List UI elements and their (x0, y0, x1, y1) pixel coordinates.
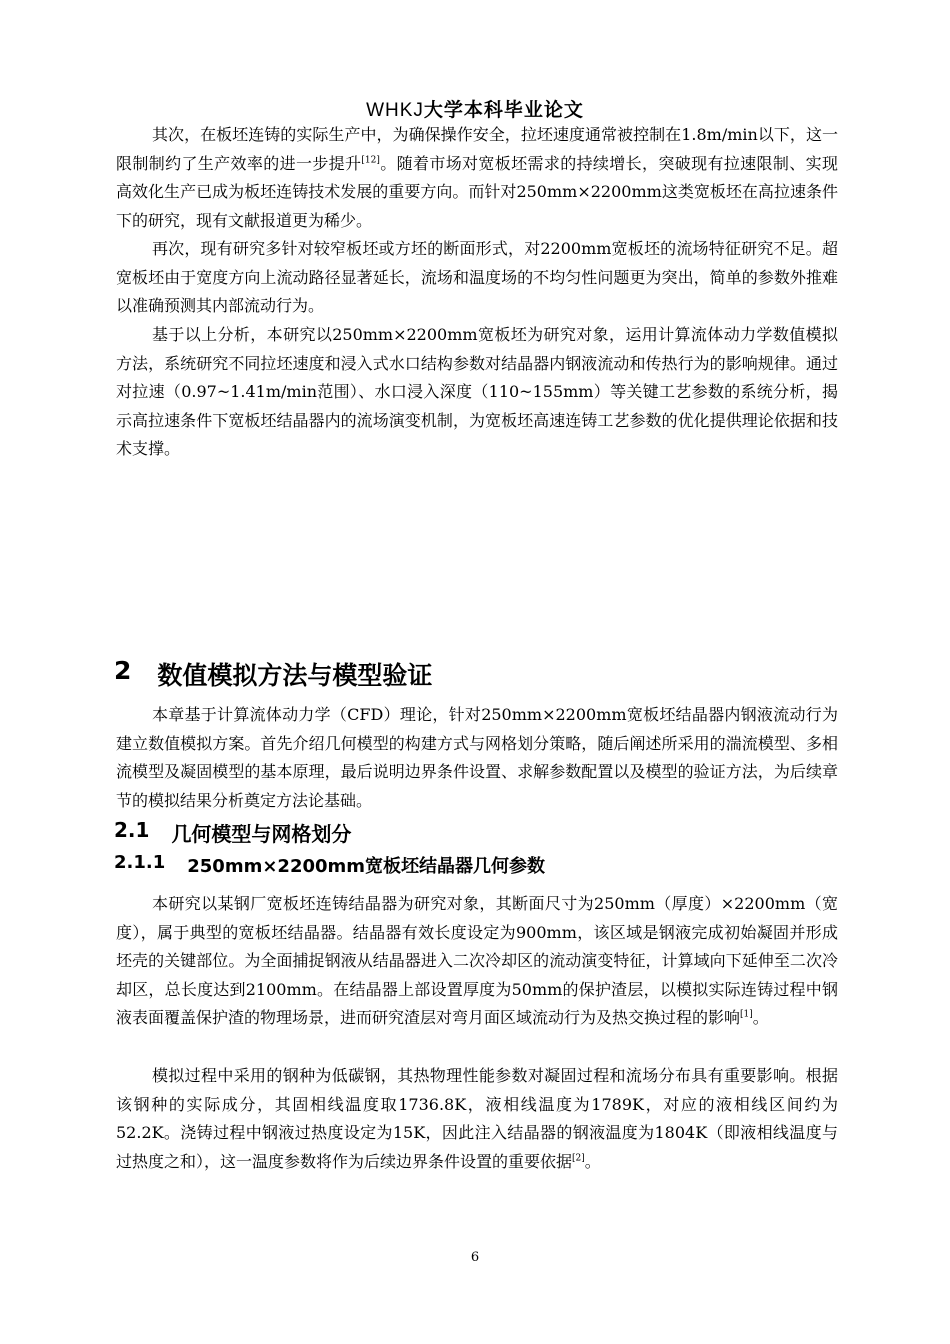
body-paragraph-4 (116, 890, 838, 1033)
page-number: 6 (470, 1250, 480, 1265)
paragraph-text: 。随着市场对宽板坯需求的持续增长，突破现有拉速限制、实现高效化生产已成为板坯连铸技术发展的重要方向。而针对250mm×2200mm这类宽板坯在高拉速条件下的研究，现有文献报道更为稀少。 (116, 153, 838, 230)
section-intro-paragraph: 本章基于计算流体动力学（CFD）理论，针对250mm×2200mm宽板坯结晶器内钢液流动行为建立数值模拟方案。首先介绍几何模型的构建方式与网格划分策略，随后阐述所采用的湍流模型、多相流模型及凝固模型的基本原理，最后说明边界条件设置、求解参数配置以及模型的验证方法，为后续章节的模拟结果分析奠定方法论基础。 (116, 705, 838, 810)
paragraph-text: 本研究以某钢厂宽板坯连铸结晶器为研究对象，其断面尺寸为250mm（厚度）×2200mm（宽度），属于典型的宽板坯结晶器。结晶器有效长度设定为900mm，该区域是钢液完成初始凝固并形成坯壳的关键部位。为全面捕捉钢液从结晶器进入二次冷却区的流动演变特征，计算域向下延伸至二次冷却区，总长度达到2100mm。在结晶器上部设置厚度为50mm的保护渣层，以模拟实际连铸过程中钢液表面覆盖保护渣的物理场景，进而研究渣层对弯月面区域流动行为及热交换过程的影响 (116, 894, 838, 1028)
paragraph-text: 。 (752, 1008, 769, 1028)
section-title: 数值模拟方法与模型验证 (157, 661, 433, 690)
paragraph-text: 。 (584, 1151, 601, 1171)
header-prefix: WHKJ (366, 100, 424, 121)
paragraph-text: 模拟过程中采用的钢种为低碳钢，其热物理性能参数对凝固过程和流场分布具有重要影响。根据该钢种的实际成分，其固相线温度取1736.8K，液相线温度为1789K，对应的液相线区间约为52.2K。浇铸过程中钢液过热度设定为15K，因此注入结晶器的钢液温度为1804K（即液相线温度与过热度之和），这一温度参数将作为后续边界条件设置的重要依据 (116, 1066, 838, 1171)
citation: [1] (740, 1010, 753, 1021)
body-paragraph-1 (116, 121, 838, 235)
body-paragraph-3: 基于以上分析，本研究以250mm×2200mm宽板坯为研究对象，运用计算流体动力学数值模拟方法，系统研究不同拉坯速度和浸入式水口结构参数对结晶器内钢液流动和传热行为的影响规律。通过对拉速（0.97~1.41m/min范围）、水口浸入深度（110~155mm）等关键工艺参数的系统分析，揭示高拉速条件下宽板坯结晶器内的流场演变机制，为宽板坯高速连铸工艺参数的优化提供理论依据和技术支撑。 (116, 325, 838, 459)
subsection-number: 2.1 (114, 818, 150, 842)
running-header (0, 95, 950, 122)
body-paragraph-5 (116, 1062, 838, 1176)
citation: [12] (361, 155, 380, 166)
paragraph-text: 其次，在板坯连铸的实际生产中，为确保操作安全，拉坯速度通常被控制在1.8m/min以下，这一限制制约了生产效率的进一步提升 (116, 125, 838, 173)
header-title: 大学本科毕业论文 (423, 99, 584, 121)
body-paragraph-2: 再次，现有研究多针对较窄板坯或方坯的断面形式，对2200mm宽板坯的流场特征研究不足。超宽板坯由于宽度方向上流动路径显著延长，流场和温度场的不均匀性问题更为突出，简单的参数外推难以准确预测其内部流动行为。 (116, 239, 838, 316)
subsection-title: 几何模型与网格划分 (171, 822, 352, 846)
subsubsection-heading (114, 852, 545, 878)
citation: [2] (572, 1153, 585, 1164)
subsubsection-number: 2.1.1 (114, 852, 166, 873)
subsection-heading (114, 818, 351, 847)
section-heading (114, 656, 432, 692)
subsubsection-title: 250mm×2200mm宽板坯结晶器几何参数 (187, 856, 546, 877)
section-number: 2 (114, 656, 132, 685)
